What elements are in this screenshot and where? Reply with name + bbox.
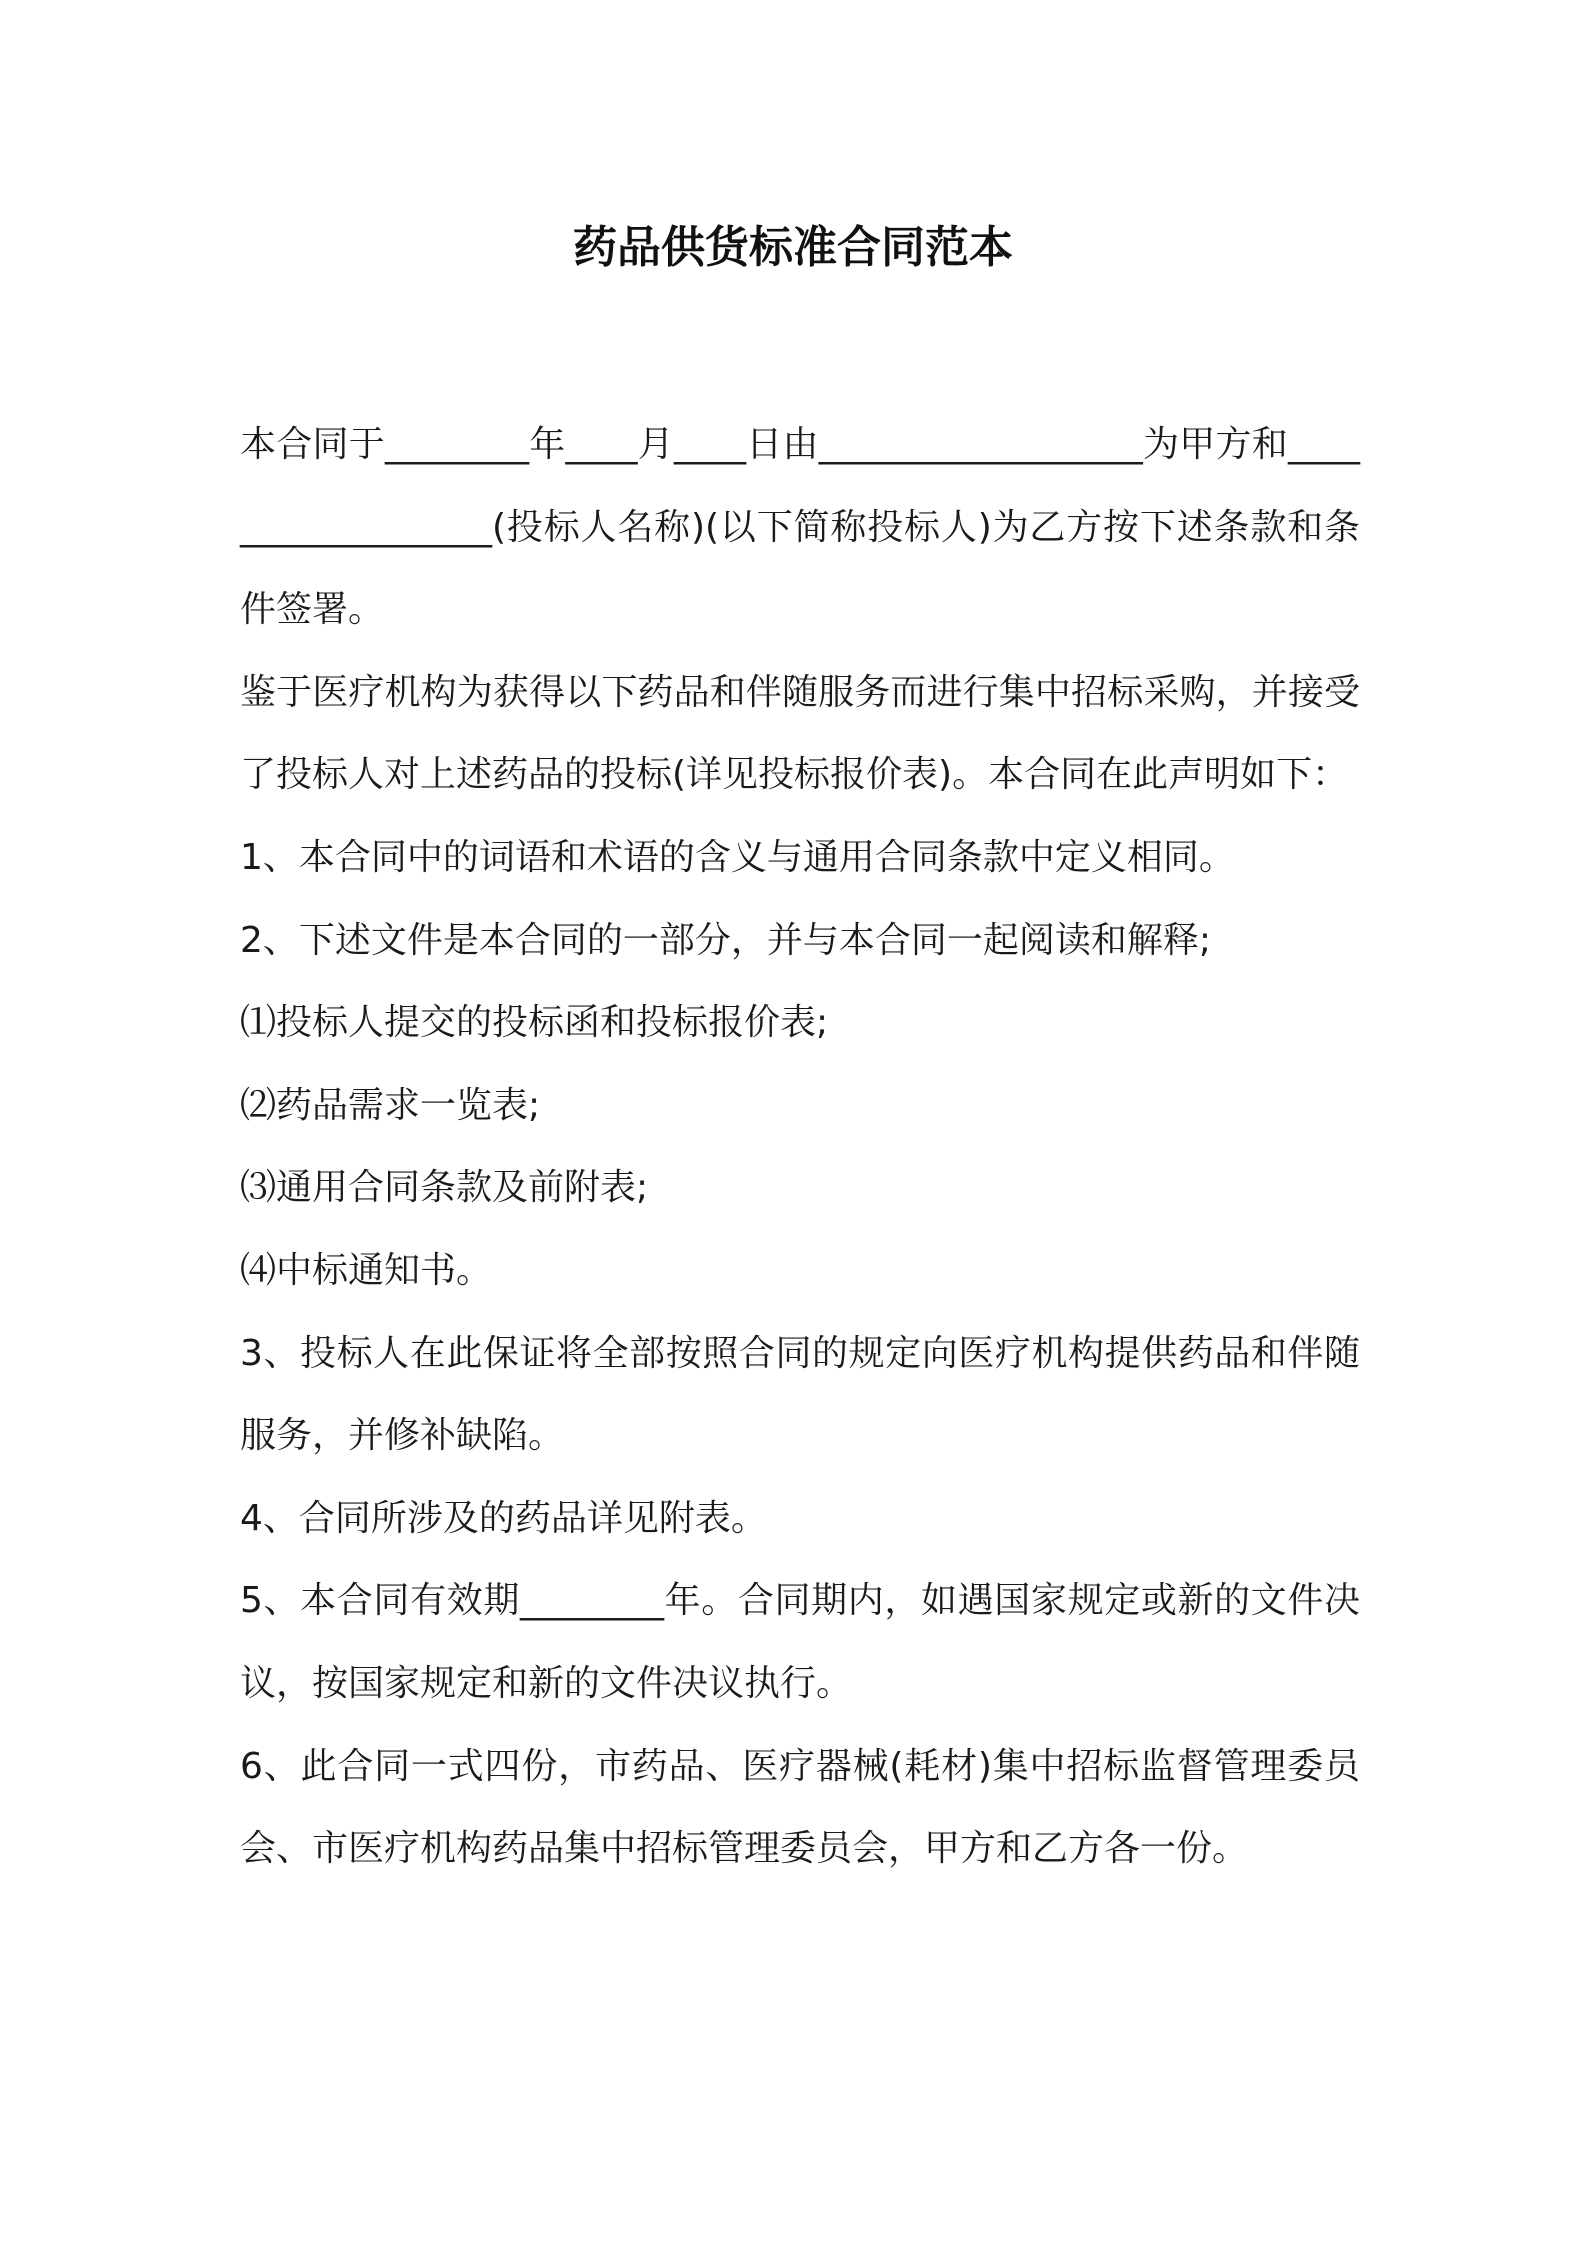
- clause-4: 4、合同所涉及的药品详见附表。: [240, 1497, 767, 1539]
- clause-5: 5、本合同有效期________年。合同期内，如遇国家规定或新的文件决议，按国家规定和新的文件决议执行。: [240, 1580, 1360, 1704]
- clause-2-item-3: ⑶通用合同条款及前附表;: [240, 1167, 649, 1209]
- document-body: [240, 404, 1360, 1891]
- paragraph-preamble: 本合同于________年____月____日由__________________为甲方和__________________(投标人名称)(以下简称投标人)为乙方按下述条款和条件签署。: [240, 424, 1360, 631]
- clause-2: 2、下述文件是本合同的一部分，并与本合同一起阅读和解释;: [240, 919, 1212, 961]
- clause-2-item-2: ⑵药品需求一览表;: [240, 1084, 541, 1126]
- clause-6: 6、此合同一式四份，市药品、医疗器械(耗材)集中招标监督管理委员会、市医疗机构药品集中招标管理委员会，甲方和乙方各一份。: [240, 1745, 1360, 1870]
- document-title: 药品供货标准合同范本: [573, 222, 1013, 273]
- clause-1: 1、本合同中的词语和术语的含义与通用合同条款中定义相同。: [240, 836, 1235, 878]
- paragraph-whereas: 鉴于医疗机构为获得以下药品和伴随服务而进行集中招标采购，并接受了投标人对上述药品的投标(详见投标报价表)。本合同在此声明如下：: [240, 671, 1360, 796]
- clause-2-item-1: ⑴投标人提交的投标函和投标报价表;: [240, 1002, 829, 1044]
- clause-2-item-4: ⑷中标通知书。: [240, 1249, 493, 1291]
- clause-3: 3、投标人在此保证将全部按照合同的规定向医疗机构提供药品和伴随服务，并修补缺陷。: [240, 1332, 1360, 1457]
